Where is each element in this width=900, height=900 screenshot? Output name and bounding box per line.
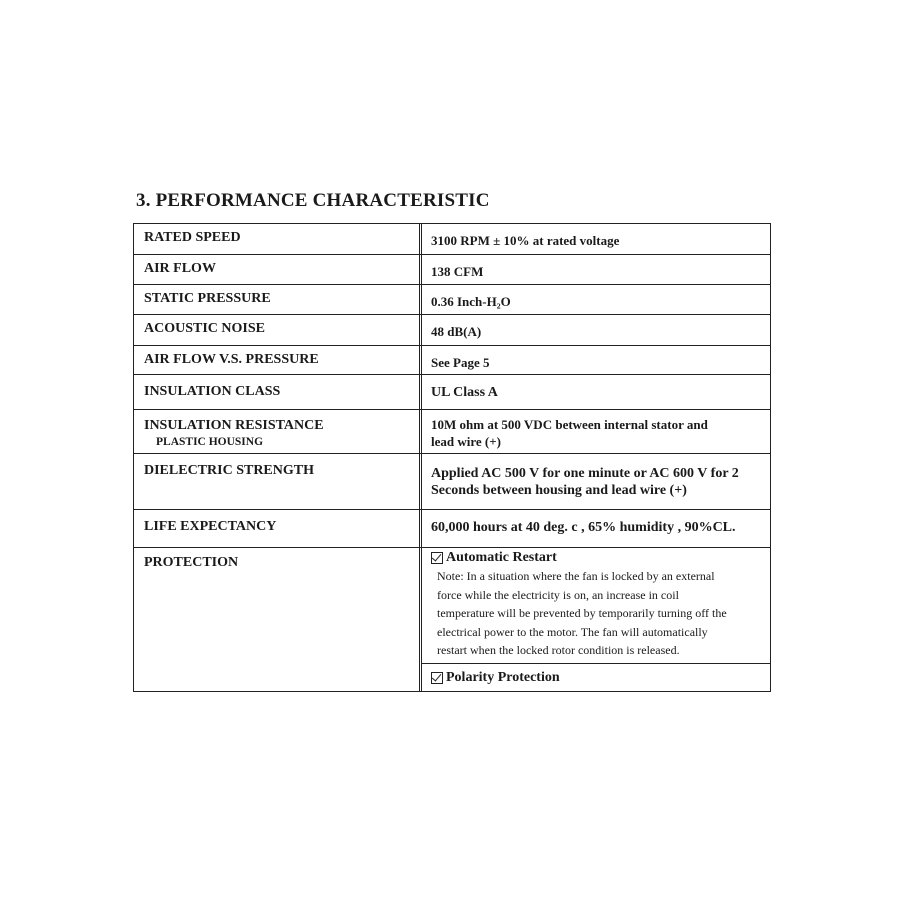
- row-label: PROTECTION: [134, 548, 422, 691]
- note-line: Note: In a situation where the fan is locked by an external: [437, 569, 715, 583]
- polarity-title: Polarity Protection: [446, 669, 560, 685]
- table-row: [134, 315, 770, 346]
- auto-restart-note: [431, 567, 761, 660]
- auto-restart-title: Automatic Restart: [446, 550, 557, 565]
- polarity-section: [422, 664, 770, 691]
- row-label: STATIC PRESSURE: [134, 285, 422, 314]
- table-row-protection: [134, 548, 770, 691]
- row-label: ACOUSTIC NOISE: [134, 315, 422, 345]
- table-row: [134, 255, 770, 285]
- row-label: INSULATION CLASS: [134, 375, 422, 409]
- value-line: lead wire (+): [431, 434, 501, 449]
- row-label: LIFE EXPECTANCY: [134, 510, 422, 547]
- checkbox-checked-icon: [431, 552, 443, 564]
- value-line: 10M ohm at 500 VDC between internal stator and: [431, 417, 708, 432]
- table-row: [134, 410, 770, 454]
- table-row: [134, 285, 770, 315]
- row-value: 3100 RPM ± 10% at rated voltage: [431, 233, 620, 248]
- row-value: [422, 410, 770, 453]
- row-label-main: INSULATION RESISTANCE: [144, 418, 324, 433]
- value-line: Seconds between housing and lead wire (+): [431, 483, 687, 498]
- table-row: [134, 224, 770, 255]
- checkbox-checked-icon: [431, 672, 443, 684]
- row-label: [134, 410, 422, 453]
- row-value: 0.36 Inch-H₂O: [431, 294, 511, 309]
- auto-restart-section: [422, 548, 770, 664]
- row-label: RATED SPEED: [134, 224, 422, 254]
- note-line: electrical power to the motor. The fan will automatically: [437, 624, 708, 639]
- protection-value: [422, 548, 770, 691]
- row-value: 60,000 hours at 40 deg. c , 65% humidity , 90%CL.: [431, 520, 736, 535]
- row-value: UL Class A: [431, 385, 498, 400]
- section-title: 3. PERFORMANCE CHARACTERISTIC: [136, 190, 490, 211]
- row-value: 48 dB(A): [431, 324, 482, 339]
- row-label: AIR FLOW V.S. PRESSURE: [134, 346, 422, 374]
- note-line: restart when the locked rotor condition is released.: [437, 643, 680, 657]
- row-label: DIELECTRIC STRENGTH: [134, 454, 422, 509]
- row-value: [422, 454, 770, 509]
- table-row: [134, 454, 770, 510]
- note-line: force while the electricity is on, an increase in coil: [437, 587, 679, 602]
- table-row: [134, 375, 770, 410]
- table-row: [134, 346, 770, 375]
- row-value: 138 CFM: [431, 264, 484, 279]
- value-line: Applied AC 500 V for one minute or AC 600 V for 2: [431, 466, 739, 481]
- note-line: temperature will be prevented by temporarily turning off the: [437, 606, 727, 620]
- row-sublabel: PLASTIC HOUSING: [156, 436, 264, 448]
- table-row: [134, 510, 770, 548]
- row-label: AIR FLOW: [134, 255, 422, 284]
- row-value: See Page 5: [431, 355, 490, 370]
- performance-table: [133, 223, 771, 692]
